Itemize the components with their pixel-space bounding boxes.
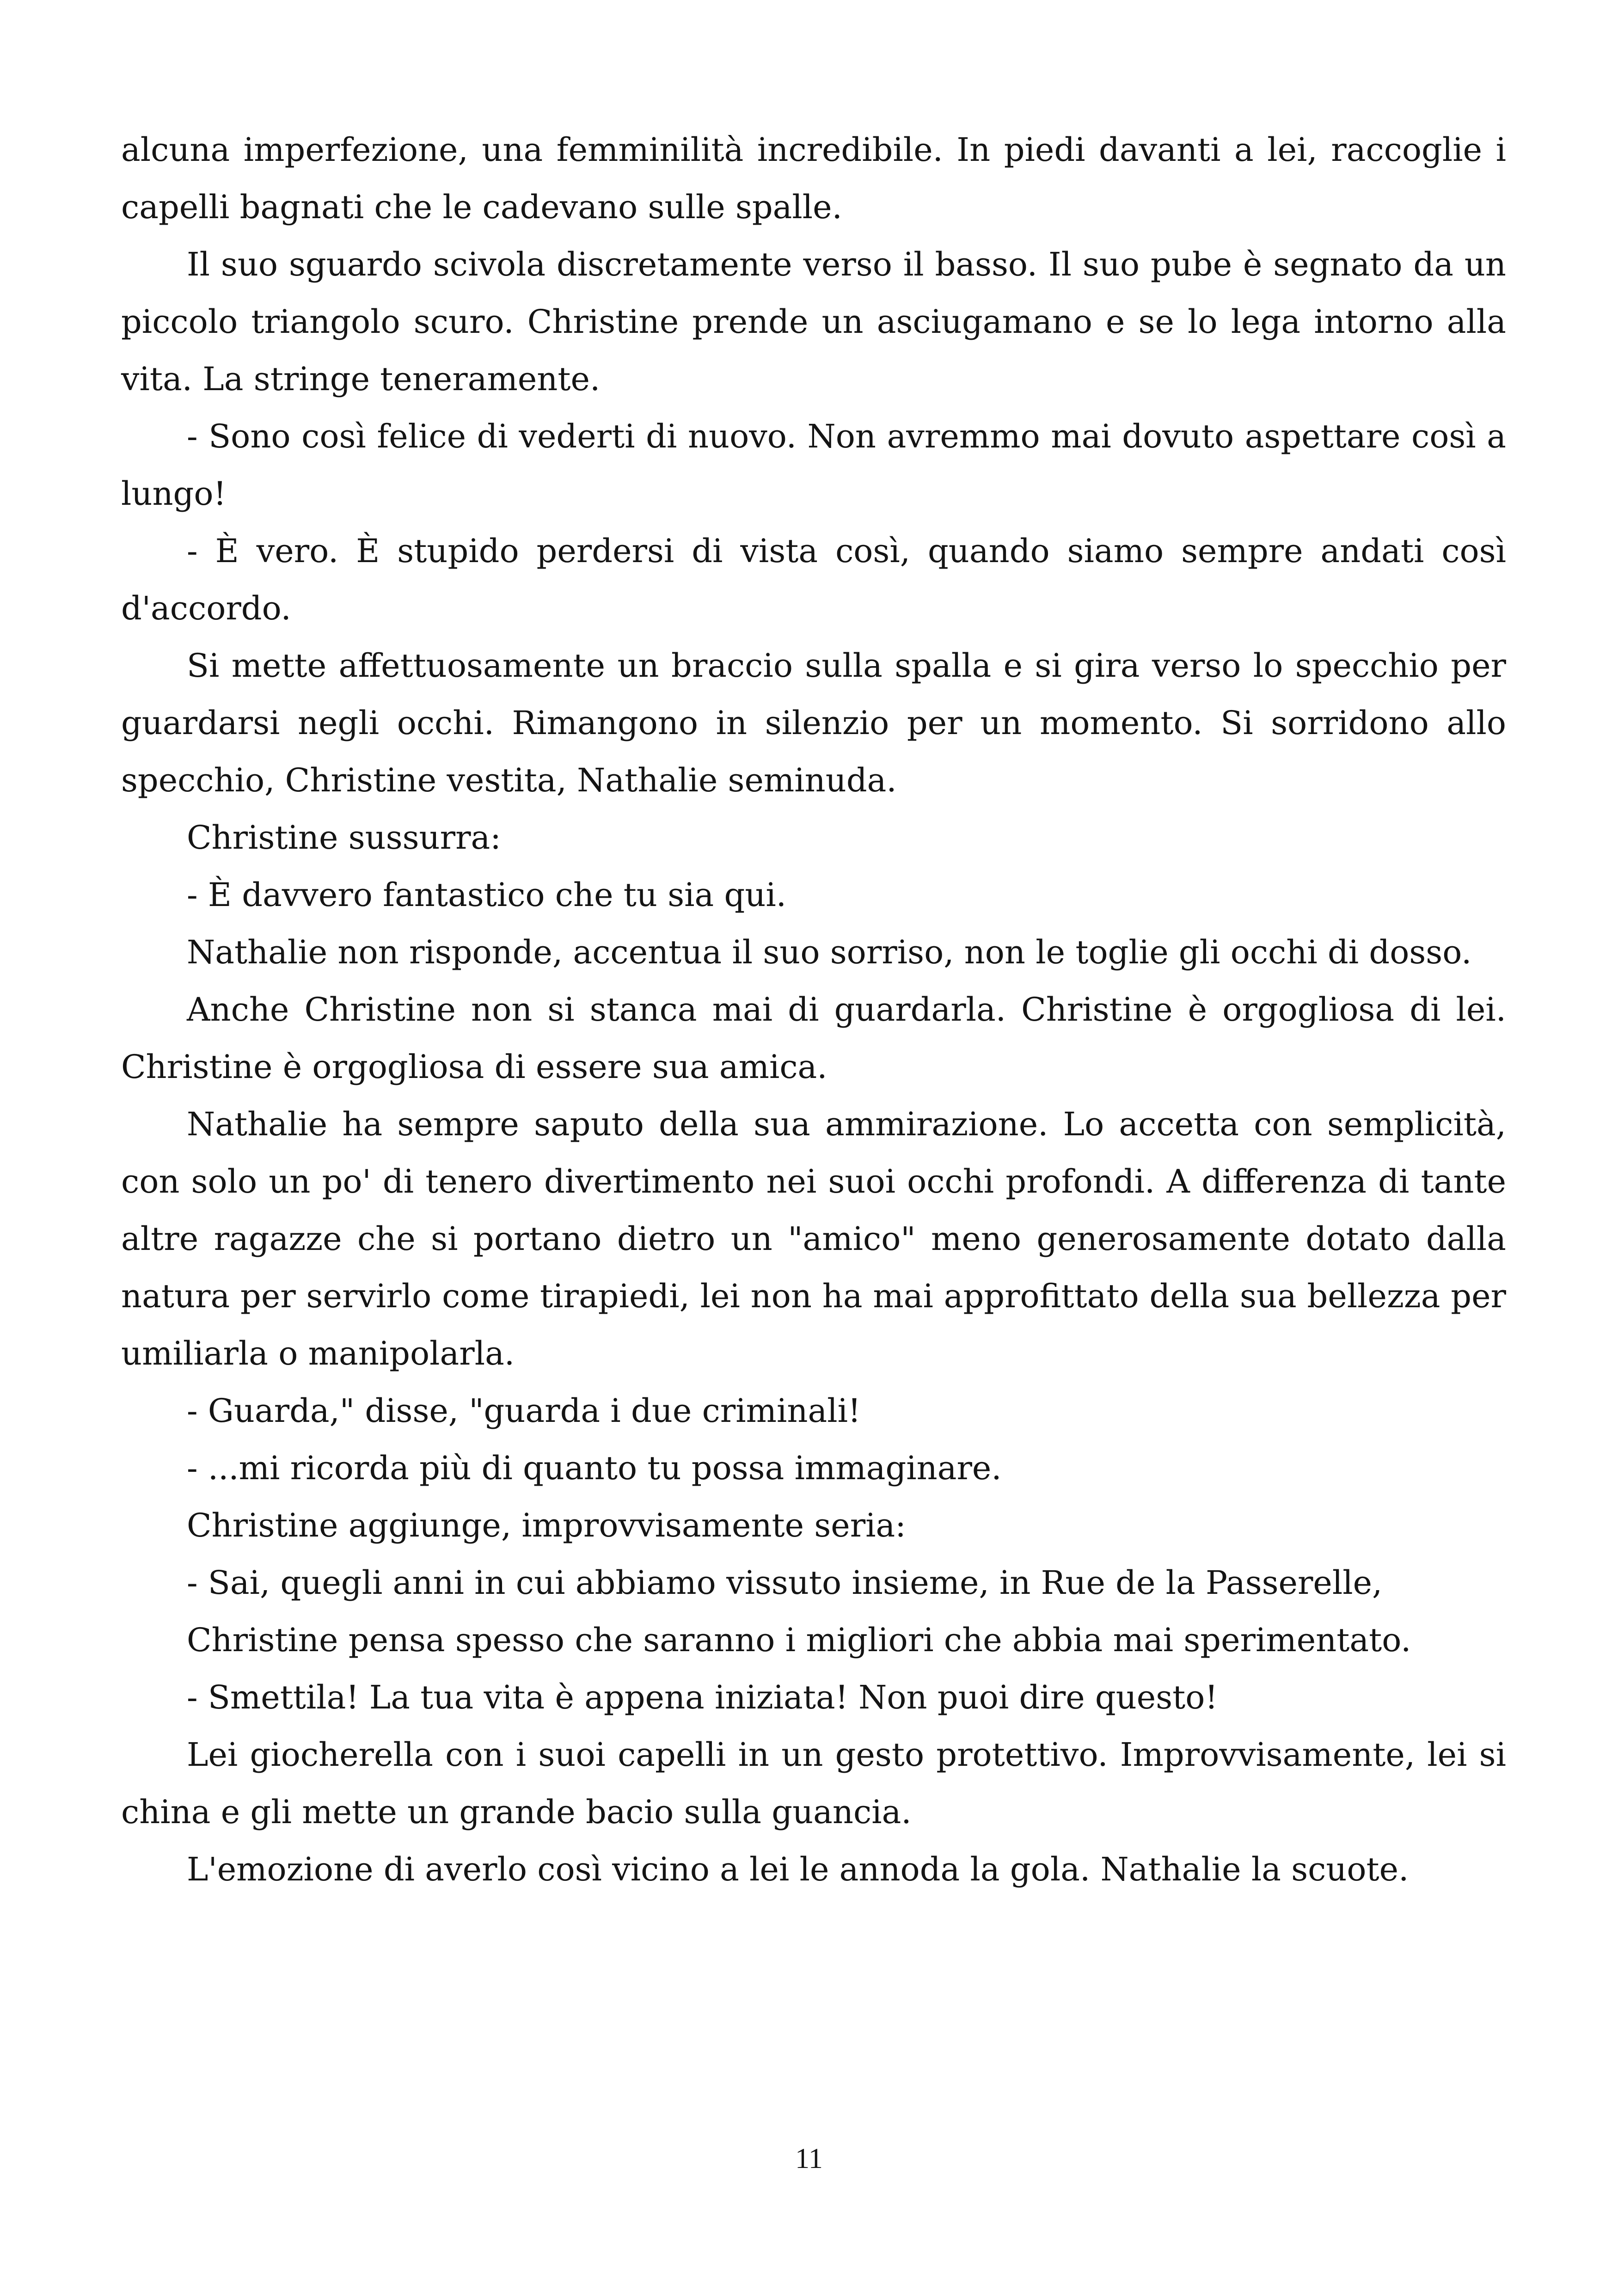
paragraph: Nathalie non risponde, accentua il suo sorriso, non le toglie gli occhi di dosso. (187, 933, 1472, 971)
dialogue-line: - Sai, quegli anni in cui abbiamo vissuto insieme, in Rue de la Passerelle, (187, 1564, 1383, 1602)
paragraph: Christine sussurra: (187, 819, 501, 857)
paragraph: Si mette affettuosamente un braccio sulla spalla e si gira verso lo specchio per guardarsi negli occhi. Rimangono in silenzio per un momento. Si sorridono allo specchio, Christine vestita, Nathalie seminuda. (121, 647, 1506, 799)
paragraph: Christine pensa spesso che saranno i migliori che abbia mai sperimentato. (187, 1621, 1411, 1659)
paragraph: Nathalie ha sempre saputo della sua ammirazione. Lo accetta con semplicità, con solo un po' di tenero divertimento nei suoi occhi profondi. A differenza di tante altre ragazze che si portano dietro un "amico" meno generosamente dotato dalla natura per servirlo come tirapiedi, lei non ha mai approfittato della sua bellezza per umiliarla o manipolarla. (121, 1105, 1506, 1372)
dialogue-line: - Smettila! La tua vita è appena iniziata! Non puoi dire questo! (187, 1678, 1218, 1716)
paragraph: Anche Christine non si stanca mai di guardarla. Christine è orgogliosa di lei. Christine è orgogliosa di essere sua amica. (121, 991, 1506, 1086)
dialogue-line: - ...mi ricorda più di quanto tu possa immaginare. (187, 1449, 1002, 1487)
paragraph: L'emozione di averlo così vicino a lei le annoda la gola. Nathalie la scuote. (187, 1850, 1409, 1888)
paragraph: Lei giocherella con i suoi capelli in un gesto protettivo. Improvvisamente, lei si china e gli mette un grande bacio sulla guancia. (121, 1736, 1506, 1831)
dialogue-line: - Sono così felice di vederti di nuovo. Non avremmo mai dovuto aspettare così a lungo! (121, 417, 1506, 513)
dialogue-line: - È davvero fantastico che tu sia qui. (187, 876, 787, 914)
paragraph-continued: alcuna imperfezione, una femminilità incredibile. In piedi davanti a lei, raccoglie i capelli bagnati che le cadevano sulle spalle. (121, 131, 1506, 226)
page-number: 11 (795, 2143, 823, 2174)
paragraph: Il suo sguardo scivola discretamente verso il basso. Il suo pube è segnato da un piccolo triangolo scuro. Christine prende un asciugamano e se lo lega intorno alla vita. La stringe teneramente. (121, 245, 1506, 398)
paragraph: Christine aggiunge, improvvisamente seria: (187, 1506, 906, 1544)
dialogue-line: - È vero. È stupido perdersi di vista così, quando siamo sempre andati così d'accordo. (121, 532, 1506, 627)
body-text (121, 121, 1506, 1898)
dialogue-line: - Guarda," disse, "guarda i due criminali! (187, 1392, 861, 1430)
